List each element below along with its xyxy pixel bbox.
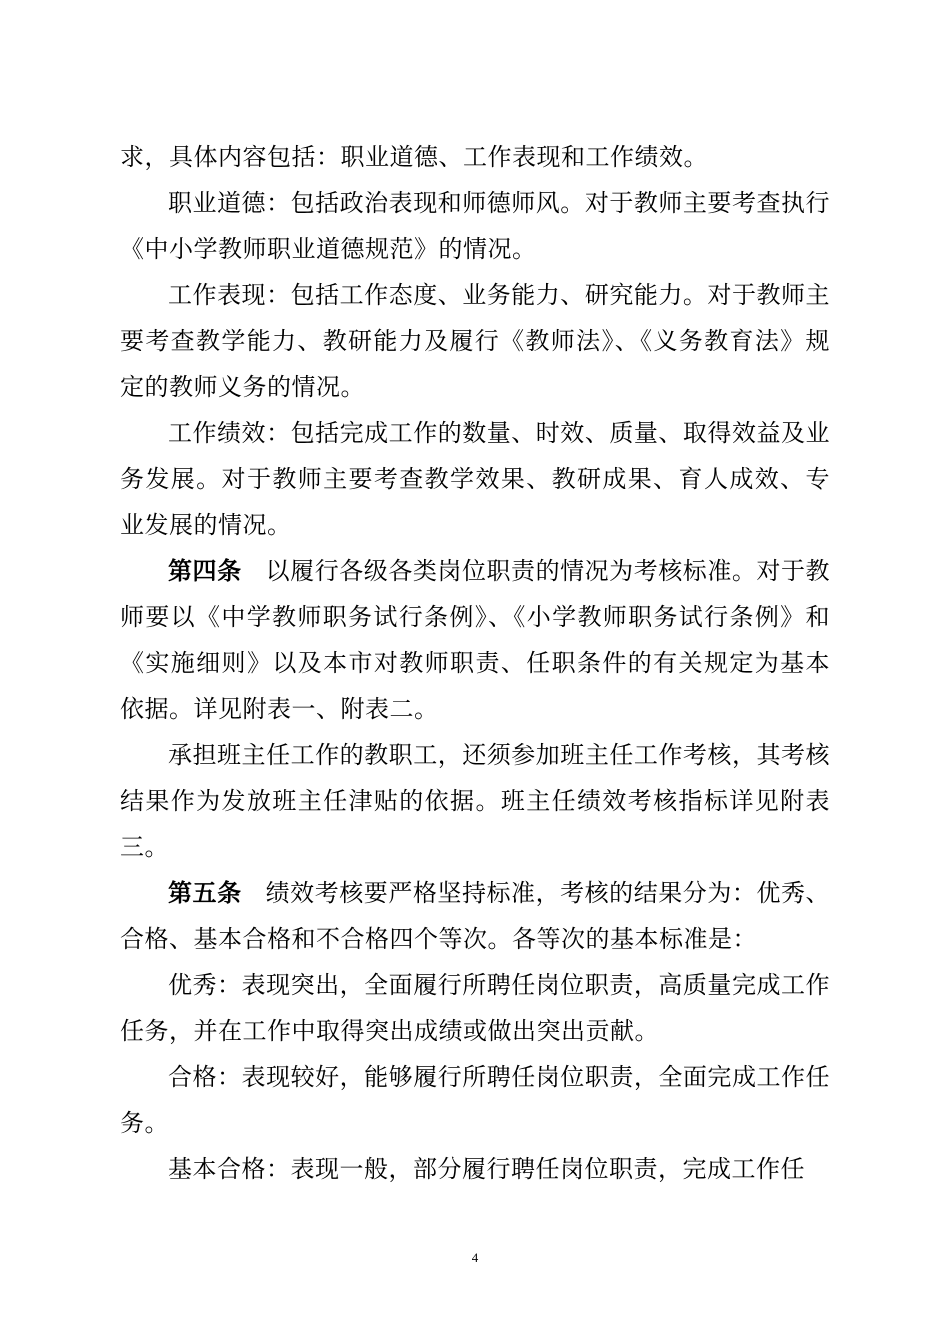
paragraph-4 [120, 410, 830, 548]
article-number: 第四条 [168, 557, 242, 585]
paragraph-2 [120, 180, 830, 272]
paragraph-article-4 [120, 548, 830, 732]
paragraph-text: 承担班主任工作的教职工，还须参加班主任工作考核，其考核结果作为发放班主任津贴的依据。班主任绩效考核指标详见附表三。 [120, 741, 830, 861]
paragraph-text: 职业道德：包括政治表现和师德师风。对于教师主要考查执行《中小学教师职业道德规范》的情况。 [120, 189, 830, 263]
paragraph-article-5 [120, 870, 830, 962]
paragraph-8 [120, 962, 830, 1054]
paragraph-text: 求，具体内容包括：职业道德、工作表现和工作绩效。 [120, 143, 708, 171]
document-body [120, 134, 830, 1192]
paragraph-text: 基本合格：表现一般，部分履行聘任岗位职责，完成工作任 [168, 1155, 805, 1183]
article-number: 第五条 [168, 879, 242, 907]
paragraph-1 [120, 134, 830, 180]
page-number: 4 [471, 1250, 479, 1265]
paragraph-9 [120, 1054, 830, 1146]
paragraph-text: 绩效考核要严格坚持标准，考核的结果分为：优秀、合格、基本合格和不合格四个等次。各等次的基本标准是： [120, 879, 831, 953]
paragraph-text: 工作绩效：包括完成工作的数量、时效、质量、取得效益及业务发展。对于教师主要考查教学效果、教研成果、育人成效、专业发展的情况。 [120, 419, 830, 539]
paragraph-text: 工作表现：包括工作态度、业务能力、研究能力。对于教师主要考查教学能力、教研能力及履行《教师法》、《义务教育法》规定的教师义务的情况。 [120, 281, 830, 401]
paragraph-10 [120, 1146, 830, 1192]
paragraph-text: 合格：表现较好，能够履行所聘任岗位职责，全面完成工作任务。 [120, 1063, 830, 1137]
paragraph-text: 优秀：表现突出，全面履行所聘任岗位职责，高质量完成工作任务，并在工作中取得突出成绩或做出突出贡献。 [120, 971, 830, 1045]
paragraph-6 [120, 732, 830, 870]
paragraph-text: 以履行各级各类岗位职责的情况为考核标准。对于教师要以《中学教师职务试行条例》、《小学教师职务试行条例》和《实施细则》以及本市对教师职责、任职条件的有关规定为基本依据。详见附表一、附表二。 [120, 557, 831, 723]
paragraph-3 [120, 272, 830, 410]
